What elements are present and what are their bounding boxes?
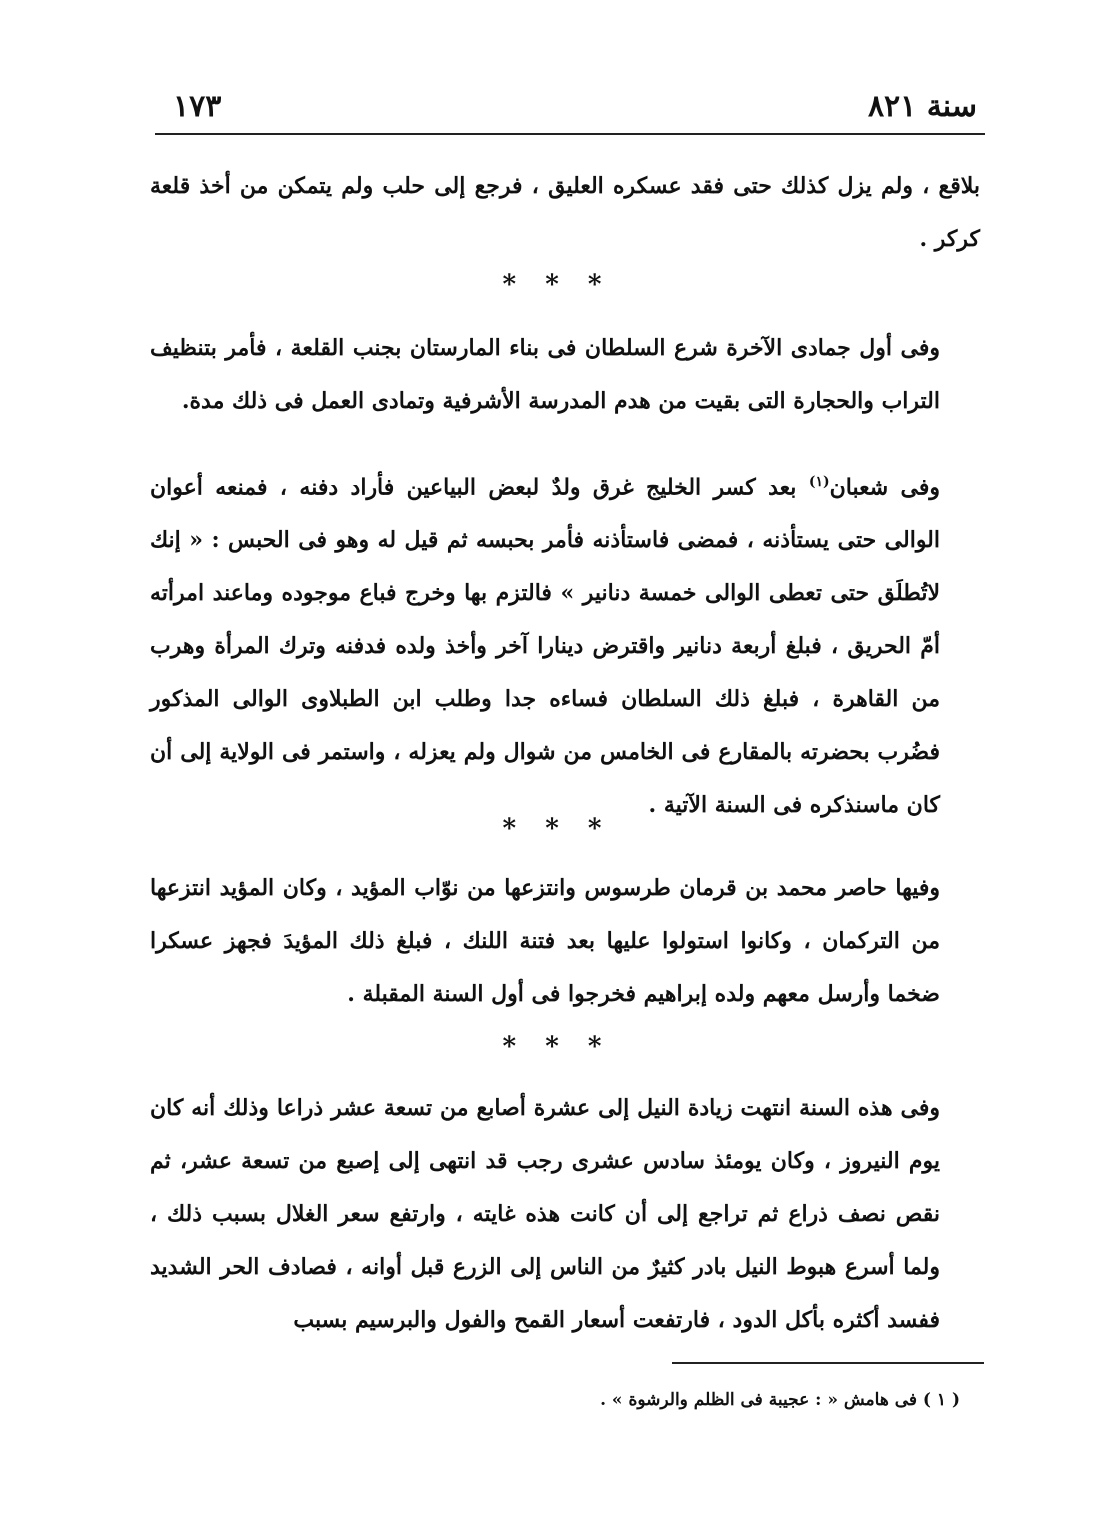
paragraph-1: [150, 160, 980, 266]
paragraph-1-text: بلاقع ، ولم يزل كذلك حتى فقد عسكره العليق ، فرجع إلى حلب ولم يتمكن من أخذ قلعة كركر .: [150, 173, 980, 252]
footnote-rule: [672, 1362, 984, 1364]
footnote: ( ١ ) فى هامش « : عجيبة فى الظلم والرشوة » .: [600, 1390, 960, 1410]
page-number: ١٧٣: [173, 89, 222, 124]
paragraph-2: [150, 322, 980, 428]
paragraph-3: [150, 456, 980, 832]
paragraph-5: [150, 1082, 980, 1347]
header-year: سنة ٨٢١: [867, 89, 977, 124]
paragraph-3-rest: بعد كسر الخليج غرق ولدٌ لبعض البياعين فأراد دفنه ، فمنعه أعوان الوالى حتى يستأذنه ، فمضى فاستأذنه فأمر بحبسه ثم قيل له وهو فى الحبس : « إنك لاتُطلَق حتى تعطى الوالى خمسة دنانير » فالتزم بها وخرج فباع موجوده وماعند امرأته أمّ الحريق ، فبلغ أربعة دنانير واقترض دينارا آخر وأخذ ولده فدفنه وترك المرأة وهرب من القاهرة ، فبلغ ذلك السلطان فساءه جدا وطلب ابن الطبلاوى الوالى المذكور فضُرب بحضرته بالمقارع فى الخامس من شوال ولم يعزله ، واستمر فى الولاية إلى أن كان ماسنذكره فى السنة الآتية .: [150, 474, 940, 819]
paragraph-3-start: وفى شعبان: [829, 474, 940, 501]
paragraph-3-text: [150, 456, 980, 832]
paragraph-4-text: وفيها حاصر محمد بن قرمان طرسوس وانتزعها من نوّاب المؤيد ، وكان المؤيد انتزعها من التركمان ، وكانوا استولوا عليها بعد فتنة اللنك ، فبلغ ذلك المؤيدَ فجهز عسكرا ضخما وأرسل معهم ولده إبراهيم فخرجوا فى أول السنة المقبلة .: [150, 875, 940, 1007]
footnote-ref: (١): [808, 474, 830, 490]
section-separator-1: * * *: [502, 270, 612, 300]
paragraph-5-text: وفى هذه السنة انتهت زيادة النيل إلى عشرة أصابع من تسعة عشر ذراعا وذلك أنه كان يوم النيروز ، وكان يومئذ سادس عشرى رجب قد انتهى إلى إصبع من تسعة عشر، ثم نقص نصف ذراع ثم تراجع إلى أن كانت هذه غايته ، وارتفع سعر الغلال بسبب ذلك ، ولما أسرع هبوط النيل بادر كثيرٌ من الناس إلى الزرع قبل أوانه ، فصادف الحر الشديد ففسد أكثره بأكل الدود ، فارتفعت أسعار القمح والفول والبرسيم بسبب: [150, 1095, 940, 1333]
header-rule: [155, 133, 985, 135]
section-separator-3: * * *: [502, 1032, 612, 1062]
running-header: [155, 85, 985, 135]
section-separator-2: * * *: [502, 814, 612, 844]
paragraph-2-text: وفى أول جمادى الآخرة شرع السلطان فى بناء المارستان بجنب القلعة ، فأمر بتنظيف التراب والحجارة التى بقيت من هدم المدرسة الأشرفية وتمادى العمل فى ذلك مدة.: [150, 335, 940, 414]
paragraph-4: [150, 862, 980, 1021]
